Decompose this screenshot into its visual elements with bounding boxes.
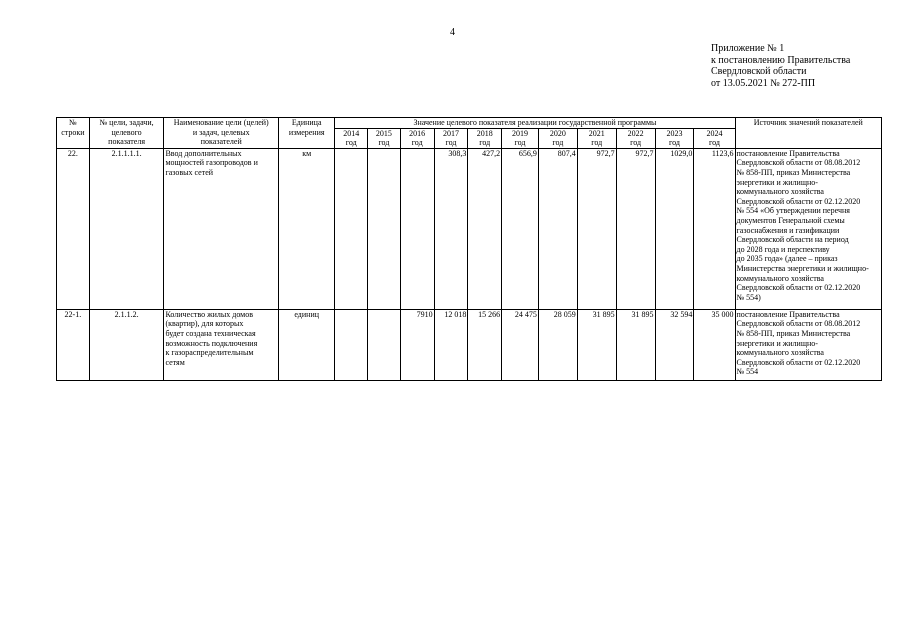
value-2023: 32 594: [655, 309, 694, 380]
header-unit: Единица измерения: [279, 118, 335, 149]
header-year-suffix: год: [655, 138, 694, 148]
value-2019: 656,9: [502, 148, 539, 309]
header-year: 2023: [655, 128, 694, 138]
value-2017: 12 018: [434, 309, 468, 380]
header-name: Наименование цели (целей) и задач, целевых показателей: [164, 118, 279, 149]
indicator-name: Количество жилых домов (квартир), для которых будет создана техническая возможность подключения к газораспределительным сетям: [164, 309, 279, 380]
header-year-suffix: год: [577, 138, 616, 148]
header-year: 2018: [468, 128, 502, 138]
header-year: 2020: [538, 128, 577, 138]
appendix-line: Свердловской области: [711, 66, 807, 77]
unit: км: [279, 148, 335, 309]
value-2014: [335, 148, 368, 309]
goal-code: 2.1.1.1.1.: [89, 148, 164, 309]
header-row-number: № строки: [57, 118, 90, 149]
value-2014: [335, 309, 368, 380]
row-number: 22.: [57, 148, 90, 309]
value-2016: 7910: [400, 309, 434, 380]
header-year: 2024: [694, 128, 735, 138]
source: постановление Правительства Свердловской области от 08.08.2012 № 858-ПП, приказ Министерства энергетики и жилищно- коммунального хозяйства Свердловской области от 02.12.2020 № 554 «Об утверждении перечня документов Генеральной схемы газоснабжения и газификации Свердловской области на период до 2028 года и перспективу до 2035 года» (далее – приказ Министерства энергетики и жилищно- коммунального хозяйства Свердловской области от 02.12.2020 № 554): [735, 148, 881, 309]
header-year: 2019: [502, 128, 539, 138]
header-year: 2022: [616, 128, 655, 138]
header-year-suffix: год: [335, 138, 368, 148]
header-year-suffix: год: [616, 138, 655, 148]
header-values-group: Значение целевого показателя реализации государственной программы: [335, 118, 735, 129]
header-goal-number: № цели, задачи, целевого показателя: [89, 118, 164, 149]
header-year: 2016: [400, 128, 434, 138]
table-row: [57, 309, 882, 380]
value-2023: 1029,0: [655, 148, 694, 309]
value-2015: [368, 148, 401, 309]
value-2024: 35 000: [694, 309, 735, 380]
value-2016: [400, 148, 434, 309]
indicator-name: Ввод дополнительных мощностей газопроводов и газовых сетей: [164, 148, 279, 309]
goal-code: 2.1.1.2.: [89, 309, 164, 380]
value-2022: 31 895: [616, 309, 655, 380]
appendix-line: от 13.05.2021 № 272-ПП: [711, 77, 816, 89]
header-year-suffix: год: [400, 138, 434, 148]
appendix-line: Приложение № 1: [711, 43, 785, 54]
value-2020: 28 059: [538, 309, 577, 380]
value-2024: 1123,6: [694, 148, 735, 309]
appendix-heading: [711, 43, 850, 89]
indicators-table: [56, 117, 882, 381]
header-year-suffix: год: [502, 138, 539, 148]
row-number: 22-1.: [57, 309, 90, 380]
value-2015: [368, 309, 401, 380]
table-row: [57, 148, 882, 309]
header-year-suffix: год: [468, 138, 502, 148]
value-2021: 972,7: [577, 148, 616, 309]
header-year-suffix: год: [694, 138, 735, 148]
value-2019: 24 475: [502, 309, 539, 380]
source: постановление Правительства Свердловской области от 08.08.2012 № 858-ПП, приказ Министерства энергетики и жилищно- коммунального хозяйства Свердловской области от 02.12.2020 № 554: [735, 309, 881, 380]
value-2018: 427,2: [468, 148, 502, 309]
header-year-suffix: год: [368, 138, 401, 148]
page-number: 4: [450, 27, 455, 38]
value-2018: 15 266: [468, 309, 502, 380]
value-2021: 31 895: [577, 309, 616, 380]
value-2020: 807,4: [538, 148, 577, 309]
value-2017: 308,3: [434, 148, 468, 309]
unit: единиц: [279, 309, 335, 380]
header-year: 2015: [368, 128, 401, 138]
header-year-suffix: год: [434, 138, 468, 148]
header-year: 2017: [434, 128, 468, 138]
value-2022: 972,7: [616, 148, 655, 309]
appendix-line: к постановлению Правительства: [711, 54, 851, 66]
header-year-suffix: год: [538, 138, 577, 148]
header-year: 2021: [577, 128, 616, 138]
header-source: Источник значений показателей: [735, 118, 881, 149]
header-year: 2014: [335, 128, 368, 138]
